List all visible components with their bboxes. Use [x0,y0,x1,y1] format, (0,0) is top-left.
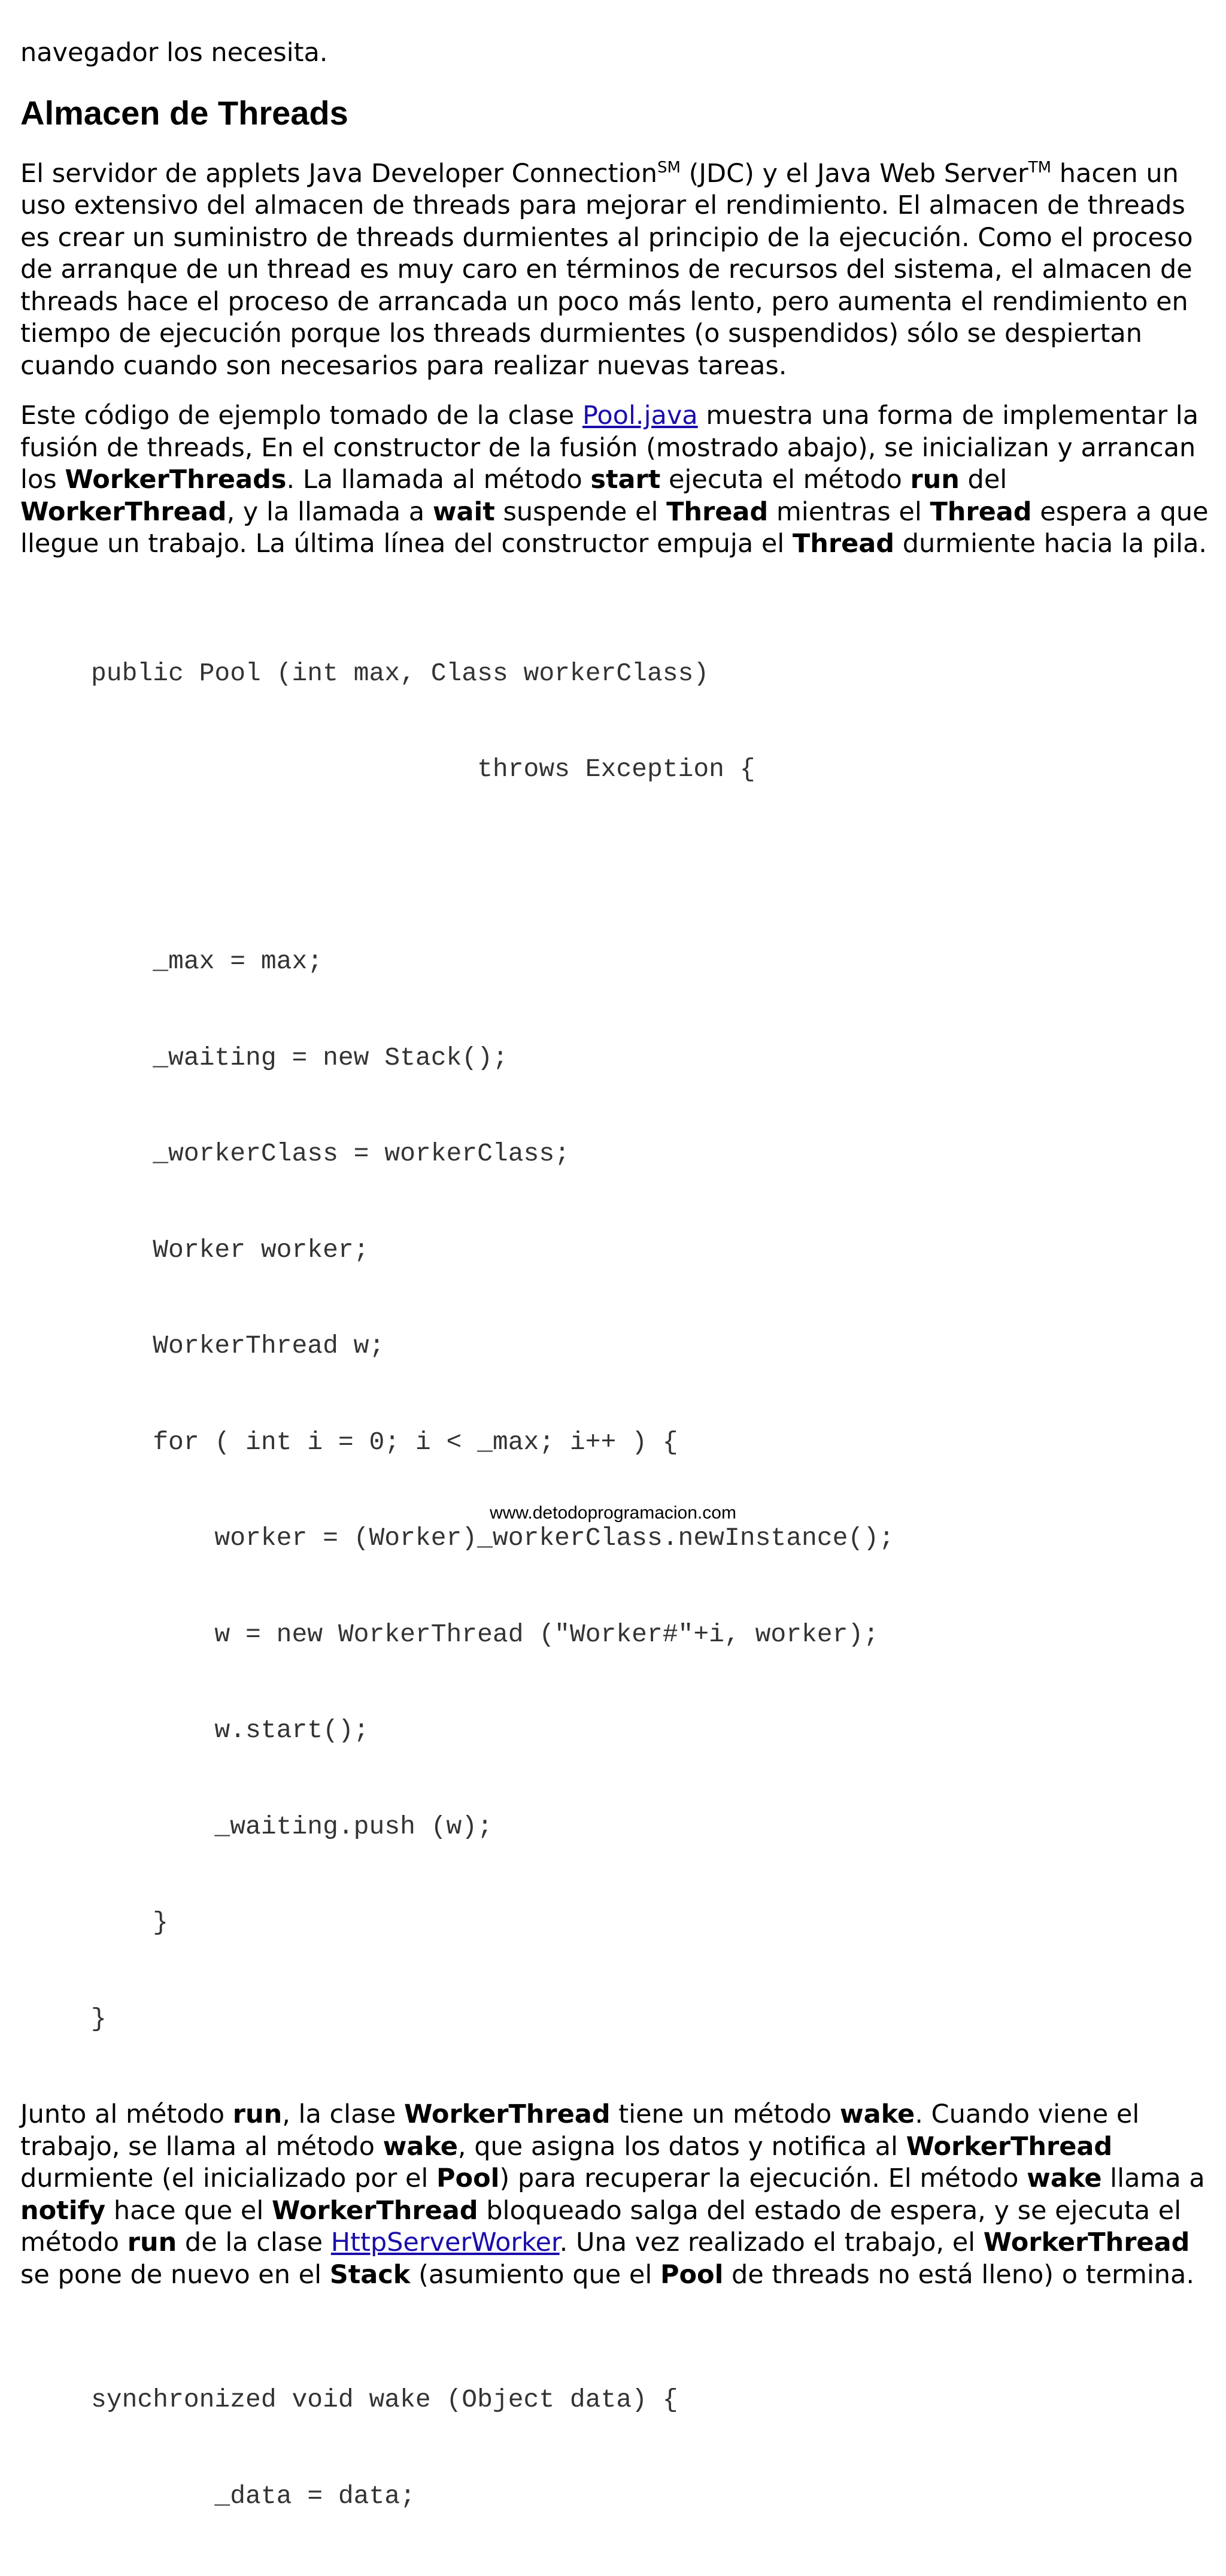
code-line: } [91,2004,107,2033]
text: , y la llamada a [226,496,433,527]
keyword: run [127,2228,177,2257]
code-line [91,850,1212,882]
text: . Una vez realizado el trabajo, el [559,2228,984,2257]
keyword: wake [839,2099,915,2129]
keyword: notify [20,2195,106,2226]
keyword: Thread [930,496,1032,527]
text: (asumiento que el [410,2259,660,2290]
service-mark: SM [657,158,681,177]
code-line: worker = (Worker)_workerClass.newInstance(); [91,1523,894,1553]
text: durmiente (el inicializado por el [20,2163,437,2193]
http-server-worker-link[interactable]: HttpServerWorker [330,2228,560,2257]
code-line: synchronized void wake (Object data) { [91,2385,678,2414]
keyword: Thread [666,496,769,527]
keyword: WorkerThread [906,2131,1113,2162]
pool-java-link[interactable]: Pool.java [582,401,698,431]
text: espera a que llegue un trabajo. La última línea del constructor empuja el [20,496,1209,559]
text: Este código de ejemplo tomado de la clase [20,401,582,431]
text: (JDC) y el Java Web Server [680,158,1028,189]
text: de la clase [177,2228,331,2257]
keyword: WorkerThread [983,2228,1190,2257]
code-line: w.start(); [91,1716,369,1745]
text: suspende el [494,496,667,527]
section-heading: Almacen de Threads [20,93,348,132]
code-line: for ( int i = 0; i < _max; i++ ) { [91,1427,678,1457]
text: . Cuando viene el trabajo, se llama al método [20,2099,1140,2162]
keyword: Stack [329,2259,411,2290]
paragraph-pool-example [20,400,1212,560]
code-line: _workerClass = workerClass; [91,1139,570,1168]
keyword: Pool [660,2259,724,2290]
keyword: wait [432,496,495,527]
keyword: wake [383,2131,458,2162]
code-line: _waiting.push (w); [91,1811,493,1841]
document-page [20,37,1212,2576]
text: del [959,465,1007,495]
text: de threads no está lleno) o termina. [723,2259,1195,2290]
intro-line: navegador los necesita. [20,38,328,68]
text: muestra una forma de implementar la fusión de threads, En el constructor de la fusión (mostrado abajo), se inicializan y arrancan los [20,401,1199,495]
keyword: WorkerThread [271,2195,478,2226]
keyword: run [232,2099,283,2129]
text: El servidor de applets Java Developer Connection [20,158,657,189]
code-line: throws Exception { [91,754,755,784]
text: . La llamada al método [286,465,591,495]
text: durmiente hacia la pila. [894,529,1207,559]
code-line: } [91,1908,169,1937]
keyword: start [590,465,661,495]
code-line: Worker worker; [91,1235,369,1265]
keyword: wake [1027,2163,1102,2193]
text: , la clase [282,2099,404,2129]
code-line: w = new WorkerThread ("Worker#"+i, worker); [91,1619,879,1649]
keyword: Thread [792,529,895,559]
keyword: WorkerThreads [65,465,287,495]
text: hace que el [105,2195,272,2226]
keyword: Pool [436,2163,500,2193]
code-line: WorkerThread w; [91,1331,385,1360]
paragraph-thread-pool-intro [20,158,1212,383]
keyword: WorkerThread [404,2099,611,2129]
code-block-pool-constructor [91,593,1212,2099]
paragraph-worker-thread-wake [20,2099,1212,2291]
code-line: _data = data; [91,2481,415,2511]
code-line: _waiting = new Stack(); [91,1042,508,1072]
keyword: run [910,465,960,495]
text: ejecuta el método [660,465,911,495]
text: llama a [1101,2163,1205,2193]
text: , que asigna los datos y notifica al [457,2131,906,2162]
text: mientras el [768,496,930,527]
footer-url: www.detodoprogramacion.com [490,1503,736,1523]
code-line: public Pool (int max, Class workerClass) [91,658,709,688]
text: bloqueado salga del estado de espera, y se ejecuta el método [20,2195,1182,2257]
text: se pone de nuevo en el [20,2259,330,2290]
text: tiene un método [610,2099,840,2129]
text: Junto al método [20,2099,233,2129]
text: ) para recuperar la ejecución. El método [499,2163,1027,2193]
keyword: WorkerThread [20,496,227,527]
trademark: TM [1028,158,1052,177]
text: hacen un uso extensivo del almacen de threads para mejorar el rendimiento. El almacen de threads es crear un suministro de threads durmientes al principio de la ejecución. Como el proceso de arranque de un thread es muy caro en términos de recursos del sistema, el almacen de threads hace el proceso de arrancada un poco más lento, pero aumenta el rendimiento en tiempo de ejecución porque los threads durmientes (o suspendidos) sólo se despiertan cuando cuando son necesarios para realizar nuevas tareas. [20,158,1193,381]
code-block-wake-method [91,2320,1212,2576]
code-line: _max = max; [91,947,323,976]
